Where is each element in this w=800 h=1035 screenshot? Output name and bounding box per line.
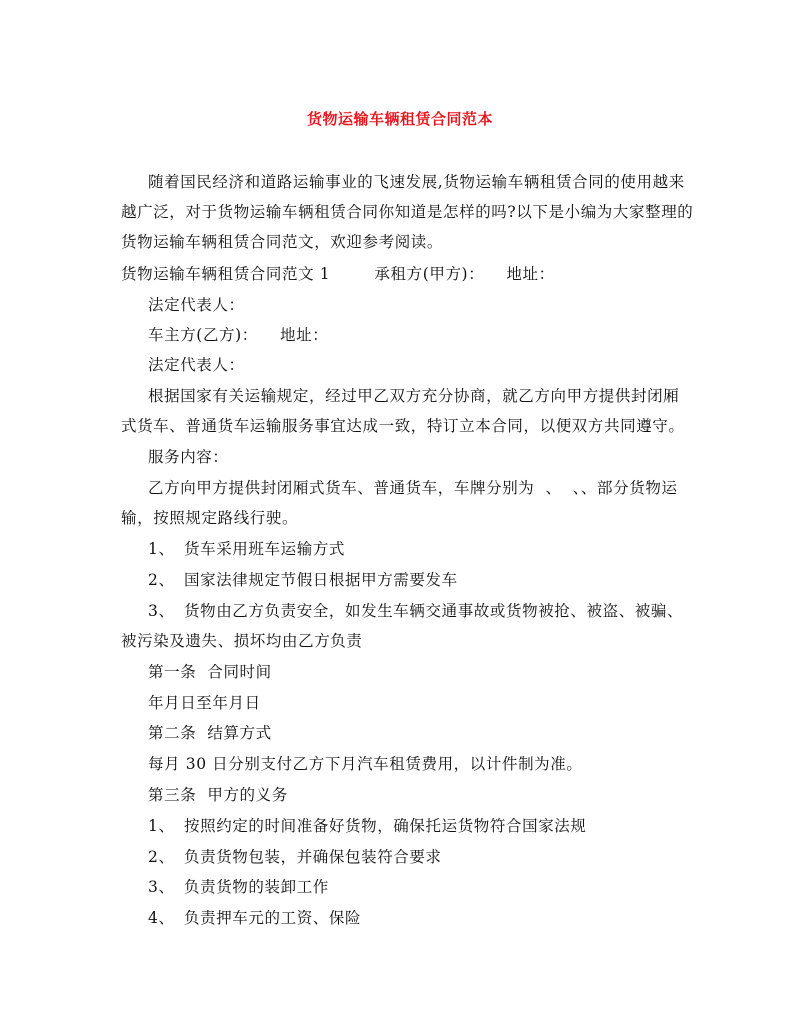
list-item [148, 539, 345, 559]
list-text: 国家法律规定节假日根据甲方需要发车 [184, 571, 458, 589]
section-heading: 第二条 结算方式 [148, 724, 272, 742]
paragraph-line: 服务内容： [148, 448, 229, 466]
list-item [148, 908, 361, 928]
paragraph-line: 随着国民经济和道路运输事业的飞速发展,货物运输车辆租赁合同的使用越来 [148, 173, 685, 191]
list-text: 按照约定的时间准备好货物，确保托运货物符合国家法规 [184, 817, 587, 835]
list-item [148, 877, 329, 897]
list-text: 货车采用班车运输方式 [184, 540, 346, 558]
paragraph-line: 法定代表人： [148, 356, 245, 374]
list-text: 负责押车元的工资、保险 [184, 909, 362, 927]
paragraph-line: 法定代表人： [148, 296, 245, 314]
list-item [148, 570, 458, 590]
list-item [148, 816, 587, 836]
list-number: 2、 [148, 571, 175, 589]
paragraph-line: 年月日至年月日 [148, 694, 261, 712]
list-number: 2、 [148, 848, 175, 866]
paragraph-line: 车主方(乙方)： 地址： [148, 326, 329, 344]
paragraph-line: 根据国家有关运输规定，经过甲乙双方充分协商，就乙方向甲方提供封闭厢 [148, 387, 680, 405]
paragraph-line: 被污染及遗失、损坏均由乙方负责 [121, 632, 363, 650]
paragraph-line: 货物运输车辆租赁合同范文 1 承租方(甲方)： 地址： [121, 265, 555, 283]
paragraph-line: 越广泛，对于货物运输车辆租赁合同你知道是怎样的吗?以下是小编为大家整理的 [121, 203, 694, 221]
list-item [148, 847, 442, 867]
list-number: 3、 [148, 878, 175, 896]
paragraph-line: 式货车、普通货车运输服务事宜达成一致，特订立本合同，以便双方共同遵守。 [121, 417, 685, 435]
paragraph-line: 每月 30 日分别支付乙方下月汽车租赁费用，以计件制为准。 [148, 755, 583, 773]
section-heading: 第三条 甲方的义务 [148, 786, 288, 804]
list-number: 3、 [148, 602, 175, 620]
list-number: 1、 [148, 540, 175, 558]
list-number: 4、 [148, 909, 175, 927]
paragraph-line: 输，按照规定路线行驶。 [121, 509, 299, 527]
paragraph-line: 货物运输车辆租赁合同范文，欢迎参考阅读。 [121, 233, 444, 251]
paragraph-line: 乙方向甲方提供封闭厢式货车、普通货车，车牌分别为 、 、、部分货物运 [148, 479, 678, 497]
list-item [148, 601, 683, 621]
document-title: 货物运输车辆租赁合同范本 [306, 110, 493, 128]
section-heading: 第一条 合同时间 [148, 663, 272, 681]
list-text: 负责货物包装，并确保包装符合要求 [184, 848, 442, 866]
list-text: 货物由乙方负责安全，如发生车辆交通事故或货物被抢、被盗、被骗、 [184, 602, 684, 620]
list-text: 负责货物的装卸工作 [184, 878, 329, 896]
list-number: 1、 [148, 817, 175, 835]
